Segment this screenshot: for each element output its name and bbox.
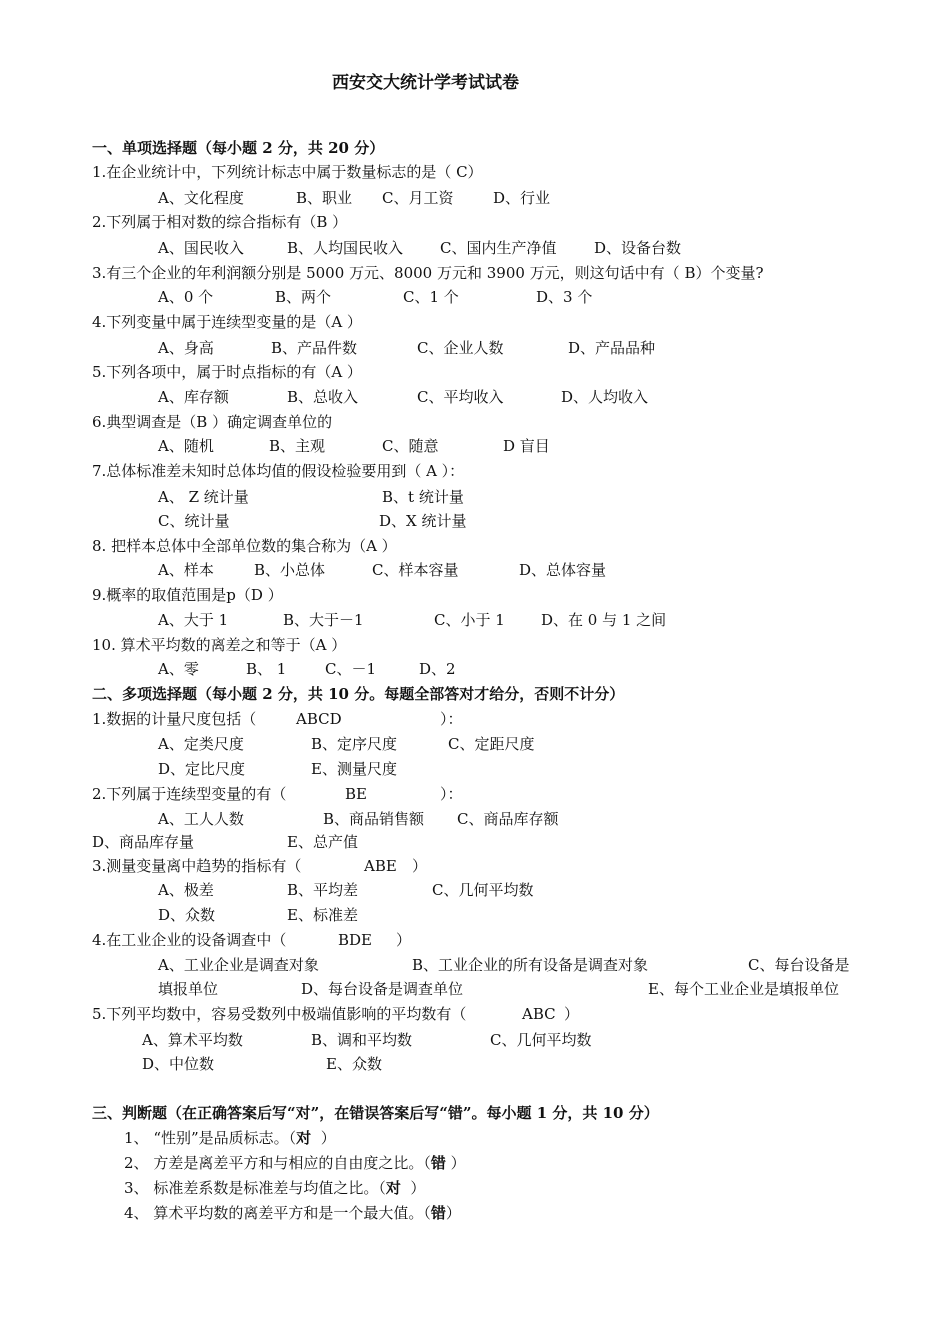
q1-4-option-c: C、企业人数 [417,339,504,357]
q2-3-option-b: B、平均差 [287,881,359,899]
section-3-heading: 三、判断题（在正确答案后写“对”，在错误答案后写“错”。每小题 1 分，共 10 分） [92,1104,659,1122]
judge-3-close: ） [410,1179,426,1197]
judge-2-answer: 错 [430,1154,446,1172]
q1-8-option-c: C、样本容量 [372,561,459,579]
q1-9-option-c: C、小于 1 [434,611,505,629]
q2-2-option-b: B、商品销售额 [323,810,425,828]
q2-1-stem: 1.数据的计量尺度包括（ [92,710,257,728]
judge-3-num: 3、 [124,1179,149,1197]
judge-4-answer: 错 [430,1204,446,1222]
q2-5-option-d: D、中位数 [142,1055,215,1073]
judge-1-num: 1、 [124,1129,149,1147]
q1-1-option-a: A、文化程度 [158,189,244,207]
q1-9-option-d: D、在 0 与 1 之间 [541,611,667,629]
q1-3-option-a: A、0 个 [158,288,214,306]
judge-3-answer: 对 [385,1179,401,1197]
q1-7-option-c: C、统计量 [158,512,230,530]
q1-8-option-b: B、小总体 [254,561,326,579]
q2-4-option-b: B、工业企业的所有设备是调查对象 [412,956,649,974]
q1-6-option-d: D 盲目 [503,437,550,455]
page-title: 西安交大统计学考试试卷 [332,73,519,93]
q1-2-stem: 2.下列属于相对数的综合指标有（B ） [92,213,348,231]
q1-3-option-d: D、3 个 [536,288,593,306]
judge-1-close: ） [320,1129,336,1147]
q1-6-stem: 6.典型调查是（B ）确定调查单位的 [92,413,333,431]
q2-3-option-d: D、众数 [158,906,216,924]
judge-4 [124,1204,461,1222]
q1-9-option-b: B、大于－1 [283,611,364,629]
q2-5-stem-end: ） [564,1005,580,1023]
q1-4-option-d: D、产品品种 [568,339,656,357]
q1-9-option-a: A、大于 1 [158,611,229,629]
q1-9-stem: 9.概率的取值范围是p（D ） [92,586,283,604]
q2-3-option-c: C、几何平均数 [432,881,534,899]
q1-1-option-c: C、月工资 [382,189,454,207]
q1-4-option-a: A、身高 [158,339,214,357]
q1-3-stem: 3.有三个企业的年利润额分别是 5000 万元、8000 万元和 3900 万元，则这句话中有（ B）个变量? [92,264,764,282]
judge-3 [124,1179,425,1197]
q1-8-option-d: D、总体容量 [519,561,607,579]
judge-1 [124,1129,336,1147]
q2-2-option-e: E、总产值 [287,833,358,851]
q1-3-option-b: B、两个 [275,288,332,306]
judge-4-text: 算术平均数的离差平方和是一个最大值。（ [153,1204,431,1222]
q1-4-stem: 4.下列变量中属于连续型变量的是（A ） [92,313,362,331]
judge-2-close: ） [450,1154,466,1172]
q1-7-stem: 7.总体标准差未知时总体均值的假设检验要用到（ A ）： [92,462,465,480]
q1-1-stem: 1.在企业统计中，下列统计标志中属于数量标志的是（ C） [92,163,483,181]
q2-1-option-e: E、测量尺度 [311,760,397,778]
q1-10-option-d: D、2 [419,660,456,678]
q1-2-option-a: A、国民收入 [158,239,244,257]
q2-4-stem: 4.在工业企业的设备调查中（ [92,931,287,949]
q2-5-option-b: B、调和平均数 [311,1031,413,1049]
q1-5-option-c: C、平均收入 [417,388,504,406]
q2-4-option-c: C、每台设备是 [748,956,850,974]
q2-3-option-a: A、极差 [158,881,214,899]
q1-2-option-d: D、设备台数 [594,239,682,257]
q2-3-stem: 3.测量变量离中趋势的指标有（ [92,857,302,875]
q1-2-option-c: C、国内生产净值 [440,239,557,257]
q1-5-option-a: A、库存额 [158,388,229,406]
q1-8-stem: 8. 把样本总体中全部单位数的集合称为（A ） [92,537,397,555]
q1-5-option-b: B、总收入 [287,388,359,406]
q1-3-option-c: C、1 个 [403,288,459,306]
judge-4-close: ） [445,1204,461,1222]
q1-5-option-d: D、人均收入 [561,388,649,406]
section-2-heading: 二、多项选择题（每小题 2 分，共 10 分。每题全部答对才给分，否则不计分） [92,685,625,703]
q2-5-option-c: C、几何平均数 [490,1031,592,1049]
q2-4-stem-end: ） [396,931,412,949]
judge-1-answer: 对 [296,1129,312,1147]
q2-2-answer: BE [345,785,367,803]
judge-2-num: 2、 [124,1154,149,1172]
q1-7-option-d: D、X 统计量 [379,512,467,530]
judge-2-text: 方差是离差平方和与相应的自由度之比。（ [153,1154,431,1172]
q2-1-answer: ABCD [296,710,342,728]
q2-2-stem-end: ）： [440,785,463,803]
q2-5-option-e: E、众数 [326,1055,382,1073]
q2-1-option-b: B、定序尺度 [311,735,398,753]
q2-1-option-c: C、定距尺度 [448,735,535,753]
q2-4-answer: BDE [338,931,372,949]
q2-3-answer: ABE [364,857,397,875]
q1-4-option-b: B、产品件数 [271,339,358,357]
q2-3-stem-end: ） [412,857,428,875]
q1-5-stem: 5.下列各项中，属于时点指标的有（A ） [92,363,362,381]
q2-4-option-c-cont: 填报单位 [158,980,219,998]
judge-1-text: “性别”是品质标志。（ [153,1129,297,1147]
q1-2-option-b: B、人均国民收入 [287,239,404,257]
q1-10-option-a: A、零 [158,660,199,678]
q1-1-option-b: B、职业 [296,189,353,207]
q2-2-option-c: C、商品库存额 [457,810,559,828]
q1-6-option-b: B、主观 [269,437,326,455]
q2-1-option-a: A、定类尺度 [158,735,244,753]
q2-2-stem: 2.下列属于连续型变量的有（ [92,785,287,803]
q1-6-option-a: A、随机 [158,437,214,455]
q2-1-option-d: D、定比尺度 [158,760,246,778]
section-1-heading: 一、单项选择题（每小题 2 分，共 20 分） [92,139,385,157]
q1-10-option-c: C、－1 [325,660,377,678]
judge-3-text: 标准差系数是标准差与均值之比。（ [153,1179,386,1197]
q1-7-option-b: B、t 统计量 [382,488,464,506]
q2-3-option-e: E、标准差 [287,906,358,924]
q2-4-option-d: D、每台设备是调查单位 [301,980,464,998]
q1-10-option-b: B、 1 [246,660,287,678]
q2-5-option-a: A、算术平均数 [142,1031,243,1049]
q1-6-option-c: C、随意 [382,437,439,455]
q1-10-stem: 10. 算术平均数的离差之和等于（A ） [92,636,347,654]
q2-2-option-a: A、工人人数 [158,810,244,828]
q1-7-option-a: A、 Z 统计量 [158,488,249,506]
q2-5-stem: 5.下列平均数中，容易受数列中极端值影响的平均数有（ [92,1005,467,1023]
q2-4-option-a: A、工业企业是调查对象 [158,956,319,974]
q2-1-stem-end: ）： [440,710,463,728]
q2-5-answer: ABC [522,1005,556,1023]
q1-1-option-d: D、行业 [493,189,551,207]
judge-4-num: 4、 [124,1204,149,1222]
judge-2 [124,1154,466,1172]
q2-2-option-d: D、商品库存量 [92,833,195,851]
q1-8-option-a: A、样本 [158,561,214,579]
q2-4-option-e: E、每个工业企业是填报单位 [648,980,839,998]
